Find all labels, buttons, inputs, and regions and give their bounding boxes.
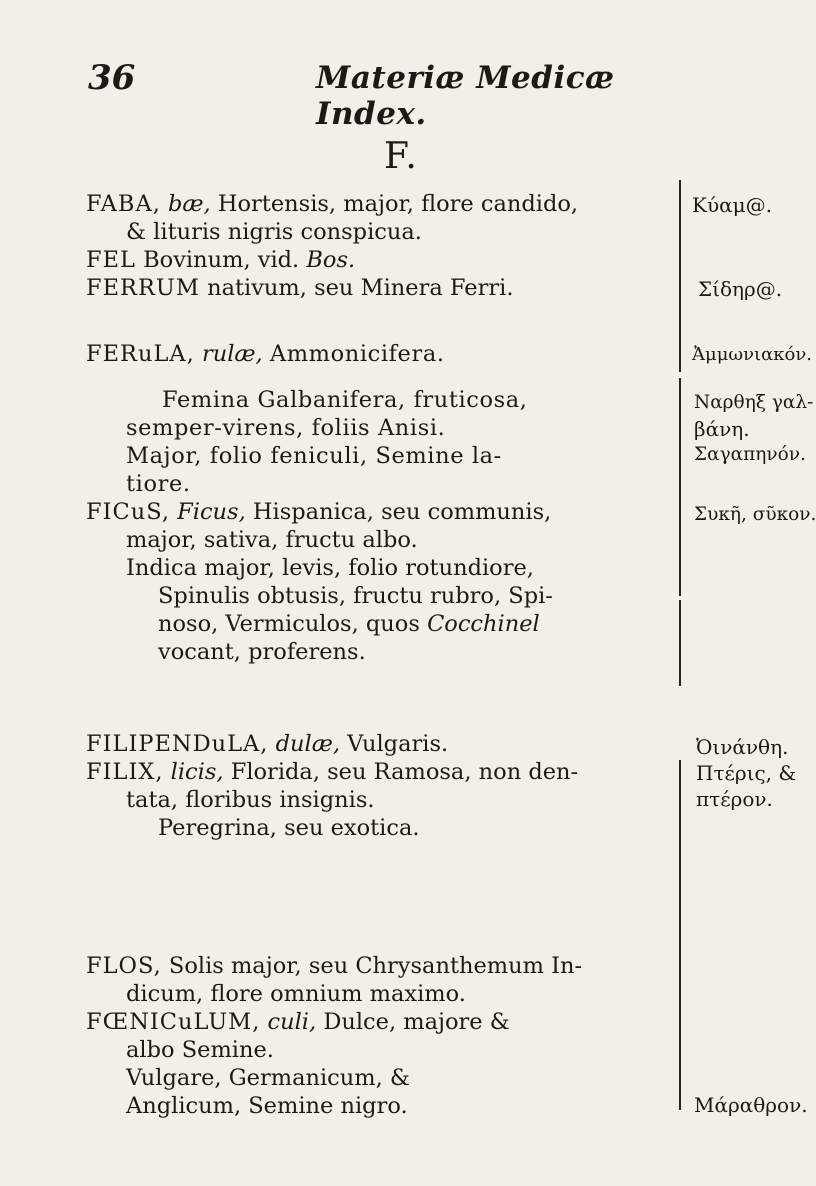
page-number: 36 xyxy=(88,58,136,98)
entry-line: FLOS, Solis major, seu Chrysanthemum In- xyxy=(86,953,583,979)
entry-line: major, sativa, fructu albo. xyxy=(126,527,418,553)
entry-line: Indica major, levis, folio rotundiore, xyxy=(126,555,534,581)
entry-line: tiore. xyxy=(126,471,191,497)
entry-line: FICuS, Ficus, Hispanica, seu communis, xyxy=(86,499,552,525)
entry-line: Peregrina, seu exotica. xyxy=(158,815,420,841)
entry-line: Vulgare, Germanicum, & xyxy=(126,1065,410,1091)
entry-line: Anglicum, Semine nigro. xyxy=(126,1093,408,1119)
entry-line: FILIX, licis, Florida, seu Ramosa, non den- xyxy=(86,759,579,785)
column-rule xyxy=(679,760,681,910)
entry-line: vocant, proferens. xyxy=(158,639,366,665)
entry-line: semper-virens, foliis Anisi. xyxy=(126,415,446,441)
column-rule xyxy=(679,378,681,596)
greek-term: Πτέρις, & xyxy=(696,761,797,785)
column-rule xyxy=(679,180,681,372)
entry-line: FABA, bæ, Hortensis, major, flore candido, xyxy=(86,191,579,217)
entry-line: & lituris nigris conspicua. xyxy=(126,219,422,245)
greek-term: Σίδηρ@. xyxy=(698,277,783,301)
greek-term: Μάραθρον. xyxy=(694,1093,808,1117)
entry-line: albo Semine. xyxy=(126,1037,274,1063)
entry-line: FERRUM nativum, seu Minera Ferri. xyxy=(86,275,514,301)
entry-line: noso, Vermiculos, quos Cocchinel xyxy=(158,611,540,637)
greek-term: Κύαμ@. xyxy=(692,193,772,217)
greek-term: Ναρθηξ γαλ- xyxy=(694,392,814,413)
entry-line: FŒNICuLUM, culi, Dulce, majore & xyxy=(86,1009,510,1035)
entry-line: FEL Bovinum, vid. Bos. xyxy=(86,247,356,273)
page-header xyxy=(88,58,728,132)
entry-line: dicum, flore omnium maximo. xyxy=(126,981,466,1007)
entry-line: FILIPENDuLA, dulæ, Vulgaris. xyxy=(86,731,449,757)
entry-line: FERuLA, rulæ, Ammonicifera. xyxy=(86,341,445,367)
greek-term: Σαγαπηνόν. xyxy=(694,444,806,465)
column-rule xyxy=(679,600,681,686)
greek-term: Ἀμμωνιακόν. xyxy=(692,344,812,365)
greek-term: πτέρον. xyxy=(696,787,773,811)
greek-term: Ὀινάνθη. xyxy=(696,735,789,759)
entry-line: Femina Galbanifera, fruticosa, xyxy=(162,387,528,413)
greek-term: Συκῆ, σῦκον. xyxy=(694,504,816,525)
section-letter: F. xyxy=(384,136,419,177)
greek-term: βάνη. xyxy=(694,417,750,441)
running-title: Materiæ Medicæ Index. xyxy=(316,60,615,132)
entry-line: tata, floribus insignis. xyxy=(126,787,375,813)
column-rule xyxy=(679,910,681,1110)
entry-line: Major, folio feniculi, Semine la- xyxy=(126,443,502,469)
entry-line: Spinulis obtusis, fructu rubro, Spi- xyxy=(158,583,553,609)
